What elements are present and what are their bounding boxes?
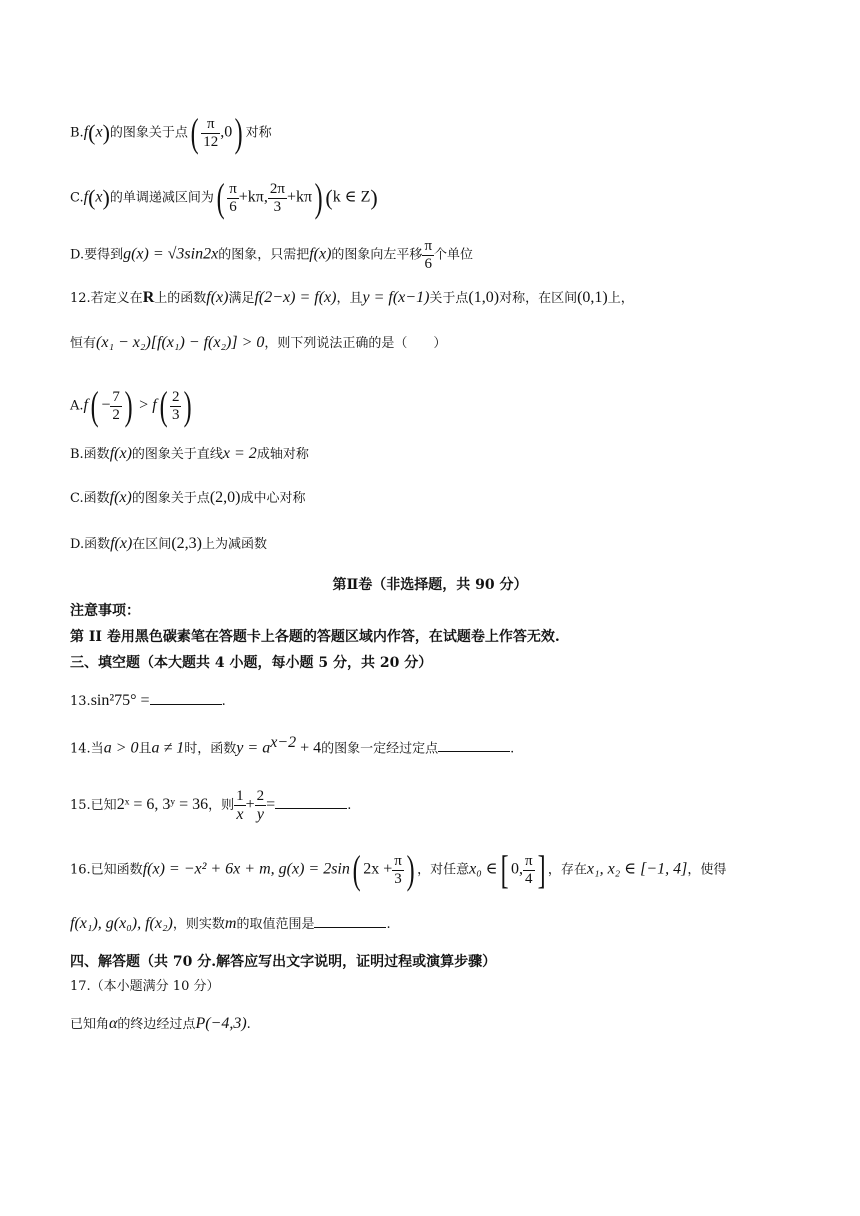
notice-heading: 注意事项： xyxy=(70,603,140,619)
fraction: $\frac{\pi}{12}$ xyxy=(203,116,219,150)
notice-text: 第 II 卷用黑色碳素笔在答题卡上各题的答题区域内作答，在试题卷上作答无效. xyxy=(70,629,560,645)
question-17-label: 17.（本小题满分 10 分） xyxy=(70,979,220,994)
answer-blank xyxy=(438,739,510,752)
question-12-option-a: A.f( − $\frac{7}{2}$ ) > f( $\frac{2}{3}$ ) xyxy=(70,383,193,428)
question-14: 14.当a > 0且a ≠ 1时，函数$y = a^{x-2} + 4$的图象一定经过定点 . xyxy=(70,734,515,757)
option-d: D.要得到g(x) = √3sin2x的图象，只需把f(x)的图象向左平移 $\frac{\pi}{6}$ 个单位 xyxy=(70,238,474,272)
question-16-line2: f(x₁), g(x₀), f(x₂)，则实数m的取值范围是 . xyxy=(70,915,391,932)
question-17-text: 已知角α的终边经过点P(−4,3). xyxy=(70,1015,251,1032)
question-13: 13.sin²75° = . xyxy=(70,692,226,709)
section-3-heading: 三、填空题（本大题共 4 小题，每小题 5 分，共 20 分） xyxy=(70,655,433,671)
question-15: 15.已知2ˣ = 6, 3ʸ = 36，则 $\frac{1}{x}$ + $\frac{2}{y}$ = . xyxy=(70,788,352,823)
question-12-option-b: B.函数f(x)的图象关于直线x = 2成轴对称 xyxy=(70,445,309,462)
option-b: B.f(x)的图象关于点( $\frac{\pi}{12}$ ,0) 对称 xyxy=(70,110,272,155)
answer-blank xyxy=(275,796,347,809)
question-12-line2: 恒有(x₁ − x₂)[f(x₁) − f(x₂)] > 0，则下列说法正确的是（ ） xyxy=(70,334,447,351)
option-c: C.f(x)的单调递减区间为( $\frac{\pi}{6}$ +kπ, $\frac{2\pi}{3}$ +kπ) (k ∈ Z) xyxy=(70,175,378,220)
section-4-heading: 四、解答题（共 70 分.解答应写出文字说明，证明过程或演算步骤） xyxy=(70,954,497,970)
question-16-line1: 16.已知函数f(x) = −x² + 6x + m, g(x) = 2sin( 2x + $\frac{\pi}{3}$ ) ，对任意x₀ ∈[ 0, $\frac{\pi}{4}$ ] ，存在x₁, x₂ ∈ [−1, 4]，使得 xyxy=(70,847,727,892)
part-2-title: 第Ⅱ卷（非选择题，共 90 分） xyxy=(332,577,528,593)
question-12-option-c: C.函数f(x)的图象关于点(2,0)成中心对称 xyxy=(70,489,306,506)
question-12-line1: 12.若定义在R上的函数f(x)满足f(2−x) = f(x)，且y = f(x−1)关于点(1,0)对称，在区间(0,1)上， xyxy=(70,289,634,306)
question-12-option-d: D.函数f(x)在区间(2,3)上为减函数 xyxy=(70,535,267,552)
answer-blank xyxy=(314,915,386,928)
answer-blank xyxy=(150,692,222,705)
